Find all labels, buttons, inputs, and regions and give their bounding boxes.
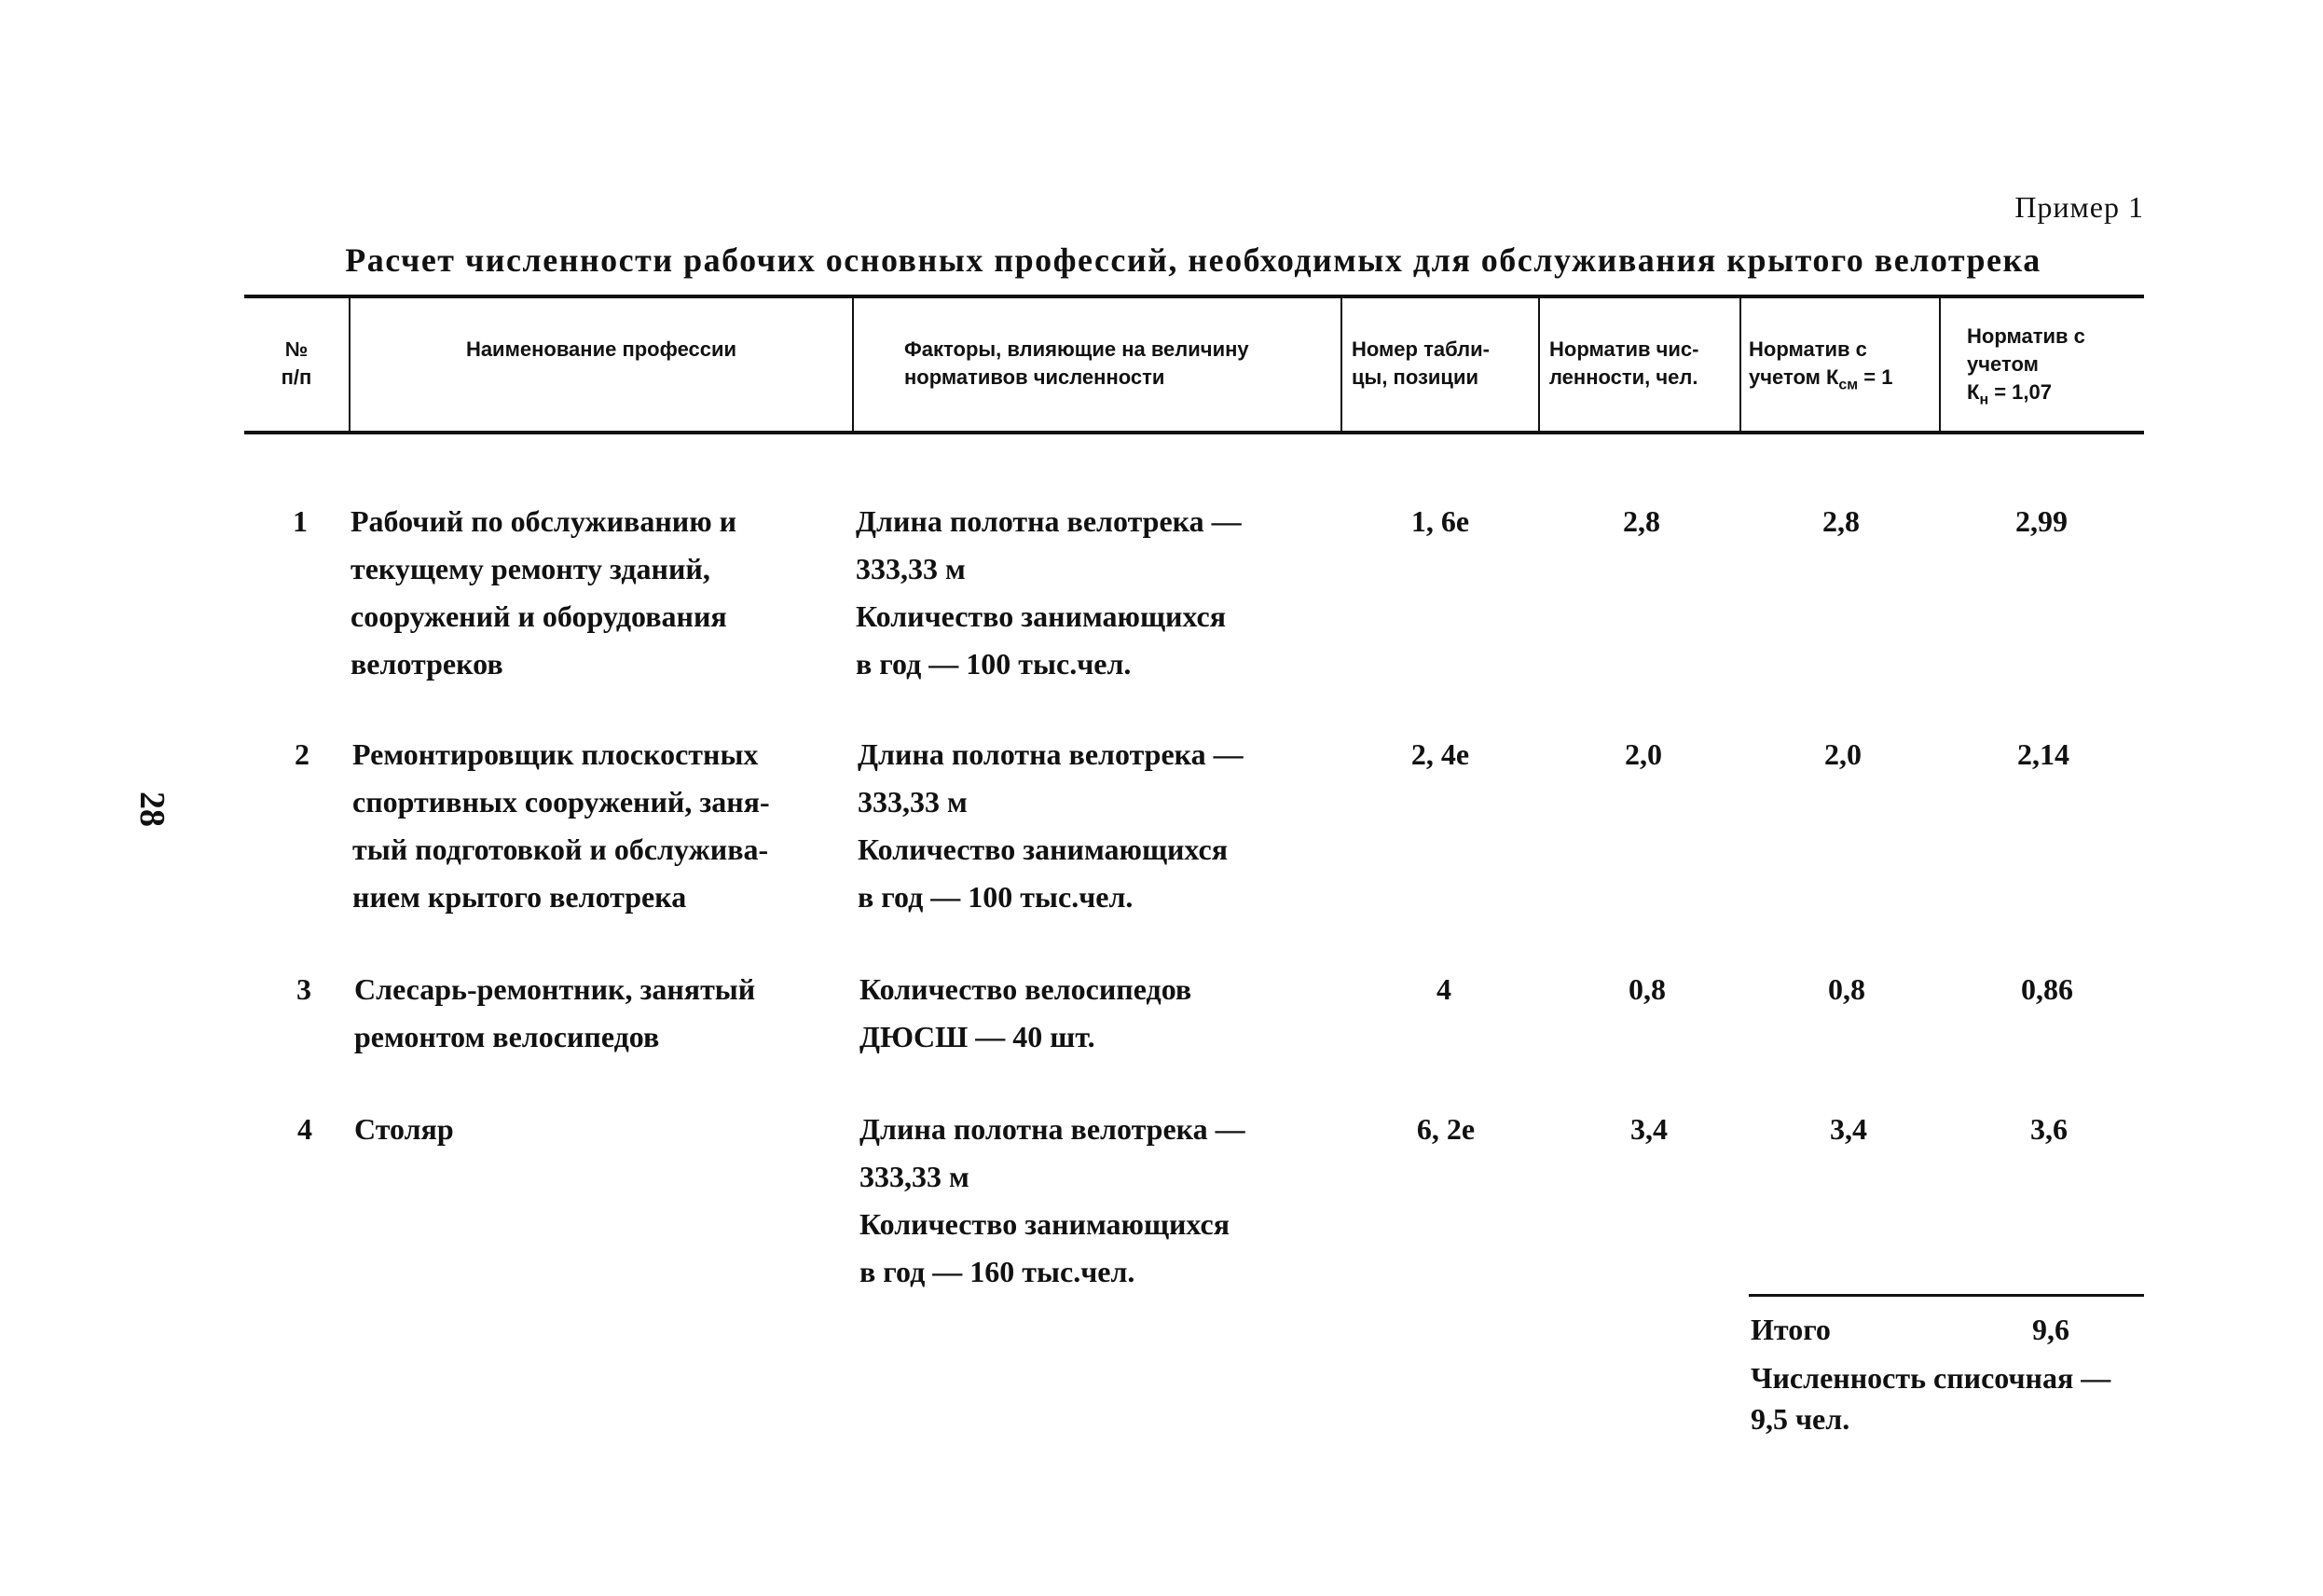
header-factors: Факторы, влияющие на величину нормативов численности [904, 337, 1249, 389]
row2-no: 2 [295, 737, 309, 771]
row2-profession: Ремонтировщик плоскостных спортивных сооружений, заня- тый подготовкой и обслужива- нием крытого велотрека [352, 737, 770, 914]
row3-table-ref: 4 [1436, 972, 1451, 1006]
header-norm-kn-sub: н [1979, 392, 1989, 408]
row3-norm-ksm: 0,8 [1828, 972, 1865, 1006]
table-top-rule [244, 295, 2144, 298]
row4-norm-ksm: 3,4 [1830, 1112, 1867, 1146]
total-label: Итого [1751, 1313, 1831, 1346]
header-divider-2 [852, 296, 854, 433]
row3-profession: Слесарь-ремонтник, занятый ремонтом велосипедов [354, 972, 756, 1053]
row1-norm: 2,8 [1623, 504, 1660, 538]
header-divider-3 [1340, 296, 1342, 433]
header-norm-kn-suffix: = 1,07 [1988, 380, 2052, 404]
row1-norm-ksm: 2,8 [1822, 504, 1860, 538]
row4-no: 4 [297, 1112, 312, 1146]
totals-rule [1749, 1294, 2144, 1297]
header-norm-ksm [1749, 336, 1935, 399]
row4-norm: 3,4 [1630, 1112, 1668, 1146]
row2-factors: Длина полотна велотрека — 333,33 м Количество занимающихся в год — 100 тыс.чел. [858, 737, 1244, 914]
header-profession: Наименование профессии [465, 337, 737, 361]
row4-factors: Длина полотна велотрека — 333,33 м Количество занимающихся в год — 160 тыс.чел. [859, 1112, 1245, 1288]
page-number: 28 [132, 791, 172, 827]
row1-profession: Рабочий по обслуживанию и текущему ремонту зданий, сооружений и оборудования велотреков [351, 504, 737, 681]
row4-norm-kn: 3,6 [2030, 1112, 2068, 1146]
row4-profession: Столяр [354, 1112, 454, 1146]
header-divider-4 [1538, 296, 1540, 433]
example-label: Пример 1 [2014, 190, 2144, 224]
header-norm-ksm-sub: см [1838, 377, 1859, 393]
table-header-rule [244, 431, 2144, 434]
header-norm-kn [1967, 323, 2140, 414]
header-norm-ksm-suffix: = 1 [1858, 365, 1893, 389]
document-title: Расчет численности рабочих основных профессий, необходимых для обслуживания крытого велотрека [345, 241, 2041, 279]
row1-norm-kn: 2,99 [2015, 504, 2068, 538]
row2-table-ref: 2, 4е [1410, 737, 1470, 771]
header-norm-kn-prefix: Норматив с учетом К [1967, 324, 2085, 404]
row2-norm: 2,0 [1625, 737, 1662, 771]
row3-no: 3 [296, 972, 311, 1006]
total-value: 9,6 [2032, 1313, 2069, 1346]
row2-norm-ksm: 2,0 [1824, 737, 1862, 771]
header-divider-6 [1939, 296, 1941, 433]
row1-table-ref: 1, 6е [1410, 504, 1470, 538]
row1-factors: Длина полотна велотрека — 333,33 м Количество занимающихся в год — 100 тыс.чел. [856, 504, 1242, 681]
row2-norm-kn: 2,14 [2017, 737, 2069, 771]
header-table-ref: Номер табли- цы, позиции [1352, 337, 1490, 389]
header-no: № п/п [281, 337, 312, 389]
header-divider-1 [349, 296, 351, 433]
header-norm-ksm-prefix: Норматив с учетом К [1749, 337, 1867, 389]
header-divider-5 [1739, 296, 1741, 433]
list-count: Численность списочная — 9,5 чел. [1751, 1361, 2111, 1436]
row3-norm: 0,8 [1629, 972, 1666, 1006]
row3-norm-kn: 0,86 [2021, 972, 2073, 1006]
row4-table-ref: 6, 2е [1416, 1112, 1476, 1146]
row1-no: 1 [293, 504, 308, 538]
row3-factors: Количество велосипедов ДЮСШ — 40 шт. [859, 972, 1192, 1053]
header-norm: Норматив чис- ленности, чел. [1549, 337, 1699, 389]
